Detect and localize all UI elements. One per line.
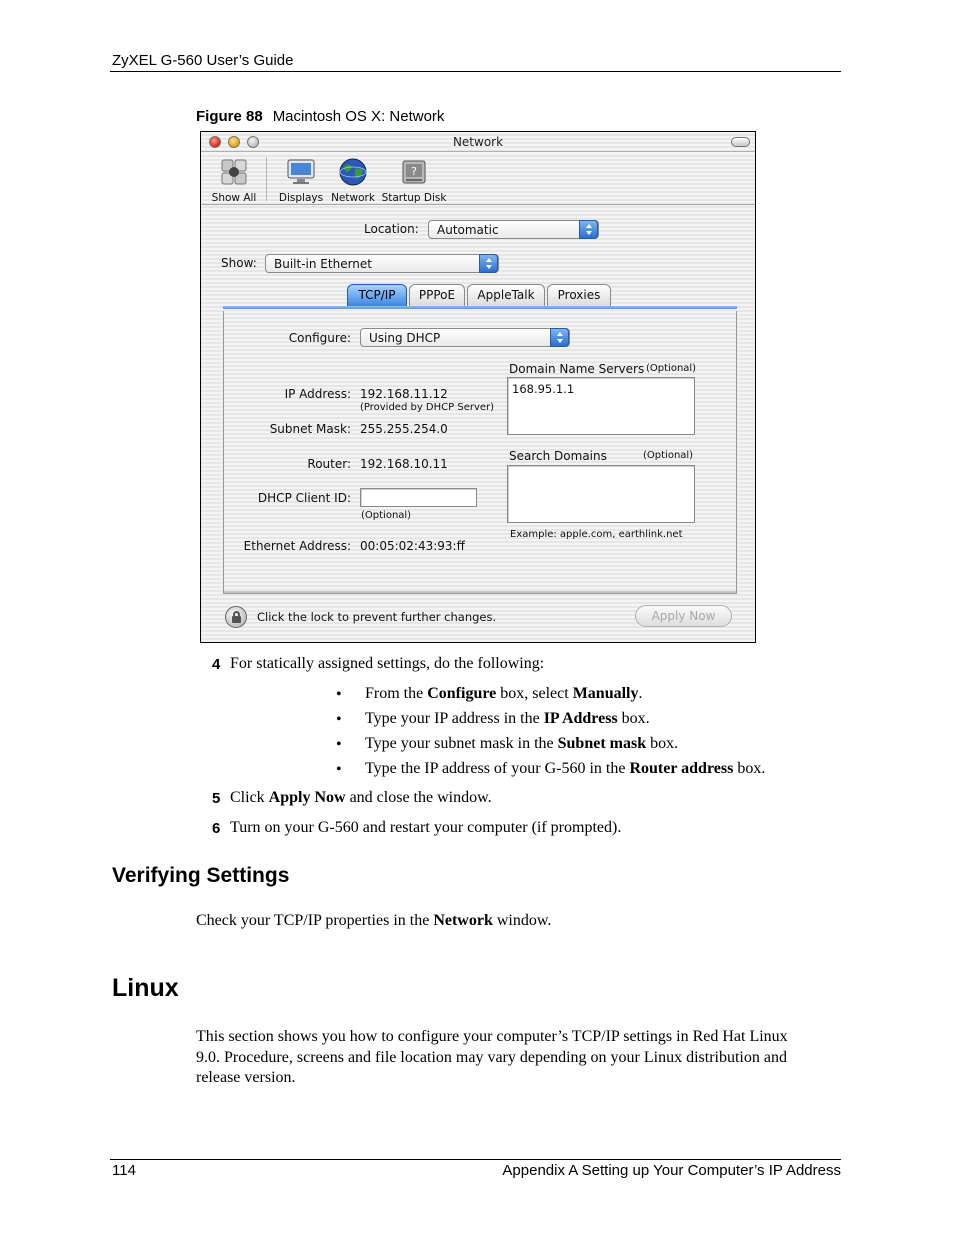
step-text: Click (230, 789, 269, 806)
step-number: 5 (212, 790, 221, 807)
window-title: Network (452, 135, 504, 149)
ip-address-value: 192.168.11.12 (360, 387, 448, 401)
router-label: Router: (307, 457, 351, 471)
bullet-item (365, 710, 650, 728)
toolbar-separator (266, 157, 267, 201)
ethernet-address-value: 00:05:02:43:93:ff (360, 539, 465, 553)
ip-address-label: IP Address: (284, 387, 351, 401)
configure-popup[interactable] (360, 328, 570, 347)
tab-label: AppleTalk (477, 288, 535, 302)
verify-text: window. (492, 912, 552, 929)
search-optional-note: (Optional) (643, 450, 694, 461)
dhcp-client-id-label: DHCP Client ID: (257, 491, 351, 505)
bullet-text: box. (646, 735, 679, 752)
bullet-text: From the (365, 685, 428, 702)
svg-text:?: ? (411, 165, 417, 178)
bullet-bold: Subnet mask (557, 735, 647, 752)
location-popup[interactable] (428, 220, 599, 239)
toolbar-displays[interactable] (275, 157, 327, 204)
bullet-bold: Manually (572, 685, 639, 702)
bullet-text: Type your subnet mask in the (365, 735, 558, 752)
bullet-text: . (638, 685, 643, 702)
section-heading-verifying: Verifying Settings (112, 864, 290, 887)
lock-body (232, 616, 241, 623)
step-4-text: For statically assigned settings, do the following: (230, 655, 545, 672)
dhcp-optional-note: (Optional) (361, 510, 412, 521)
bullet-text: Type the IP address of your G-560 in the (365, 760, 630, 777)
dhcp-client-id-input[interactable] (360, 488, 477, 507)
toolbar-startup-disk[interactable] (381, 157, 447, 204)
toolbar-label: Displays (278, 192, 324, 204)
bullet-text: box, select (496, 685, 573, 702)
tab-label: Proxies (557, 288, 601, 302)
step-number: 4 (212, 656, 221, 673)
toolbar-show-all[interactable] (207, 157, 261, 204)
page-number: 114 (112, 1162, 136, 1179)
tab-pppoe[interactable] (409, 284, 465, 306)
running-header: ZyXEL G-560 User’s Guide (112, 52, 294, 69)
show-all-icon (219, 157, 249, 187)
lock-icon[interactable] (225, 606, 247, 628)
tab-label: PPPoE (418, 288, 456, 302)
header-rule (110, 71, 841, 72)
paragraph-line: This section shows you how to configure your computer’s TCP/IP settings in Red Hat Linux (196, 1028, 788, 1045)
paragraph-line: 9.0. Procedure, screens and file location may vary depending on your Linux distribution and (196, 1048, 787, 1066)
bullet-item (365, 760, 765, 778)
paragraph-line: release version. (196, 1069, 296, 1086)
bullet-bold: Configure (427, 685, 497, 702)
bullet-item (365, 735, 678, 753)
footer-rule (110, 1159, 841, 1160)
toolbar-label: Show All (211, 192, 257, 204)
figure-title: Macintosh OS X: Network (272, 108, 445, 125)
bullet-text: Type your IP address in the (365, 710, 544, 727)
bullet-text: box. (733, 760, 766, 777)
router-value: 192.168.10.11 (360, 457, 448, 471)
apply-now-button[interactable]: Apply Now (635, 605, 732, 627)
verify-bold: Network (433, 912, 493, 929)
location-value: Automatic (437, 223, 499, 237)
step-number: 6 (212, 820, 221, 837)
bullet-marker: • (336, 686, 342, 703)
figure-label: Figure 88 (196, 108, 263, 125)
figure-caption (196, 108, 444, 125)
toolbar-label: Network (331, 192, 375, 204)
dns-servers-field[interactable] (507, 377, 695, 435)
configure-label: Configure: (288, 331, 351, 345)
step-6-text: Turn on your G-560 and restart your computer (if prompted). (230, 819, 622, 836)
location-label: Location: (364, 222, 419, 236)
tab-appletalk[interactable] (467, 284, 545, 306)
linux-paragraph (196, 1027, 841, 1089)
show-popup[interactable] (265, 254, 499, 273)
toolbar-network[interactable] (329, 157, 377, 204)
bullet-text: box. (617, 710, 650, 727)
window-titlebar (201, 132, 755, 152)
step-bold: Apply Now (268, 789, 346, 806)
chevron-updown-icon (550, 328, 569, 347)
show-value: Built-in Ethernet (274, 257, 372, 271)
configure-value: Using DHCP (369, 331, 441, 345)
search-domains-field[interactable] (507, 465, 695, 523)
search-example-note: Example: apple.com, earthlink.net (510, 529, 683, 540)
step-5-text (230, 789, 492, 807)
toolbar-label: Startup Disk (381, 192, 447, 204)
bullet-marker: • (336, 711, 342, 728)
startup-disk-icon (399, 157, 429, 187)
subnet-mask-value: 255.255.254.0 (360, 422, 448, 436)
chevron-updown-icon (579, 220, 598, 239)
displays-icon (286, 157, 316, 187)
footer-section-title: Appendix A Setting up Your Computer’s IP Address (502, 1162, 841, 1179)
toolbar-toggle-button[interactable] (731, 137, 750, 147)
network-window-screenshot (200, 131, 756, 643)
ip-provided-note: (Provided by DHCP Server) (360, 402, 495, 413)
chevron-updown-icon (479, 254, 498, 273)
bullet-item (365, 685, 642, 703)
bullet-bold: IP Address (543, 710, 618, 727)
tab-tcpip[interactable] (347, 284, 407, 306)
verify-text: Check your TCP/IP properties in the (196, 912, 434, 929)
tab-proxies[interactable] (547, 284, 611, 306)
search-domains-label: Search Domains (509, 449, 607, 463)
lock-hint-text: Click the lock to prevent further changes. (257, 610, 497, 624)
verify-paragraph (196, 912, 551, 930)
dns-optional-note: (Optional) (646, 363, 697, 374)
section-heading-linux: Linux (112, 974, 179, 1002)
window-toolbar (201, 153, 755, 205)
tab-label: TCP/IP (358, 288, 396, 302)
show-label: Show: (221, 256, 257, 270)
dns-label: Domain Name Servers (509, 362, 645, 376)
step-text: and close the window. (345, 789, 492, 806)
bullet-marker: • (336, 761, 342, 778)
dns-server-value: 168.95.1.1 (512, 382, 575, 396)
ethernet-address-label: Ethernet Address: (243, 539, 351, 553)
subnet-mask-label: Subnet Mask: (269, 422, 351, 436)
bullet-bold: Router address (629, 760, 734, 777)
bullet-marker: • (336, 736, 342, 753)
tab-underline (223, 306, 737, 309)
network-globe-icon (338, 157, 368, 187)
